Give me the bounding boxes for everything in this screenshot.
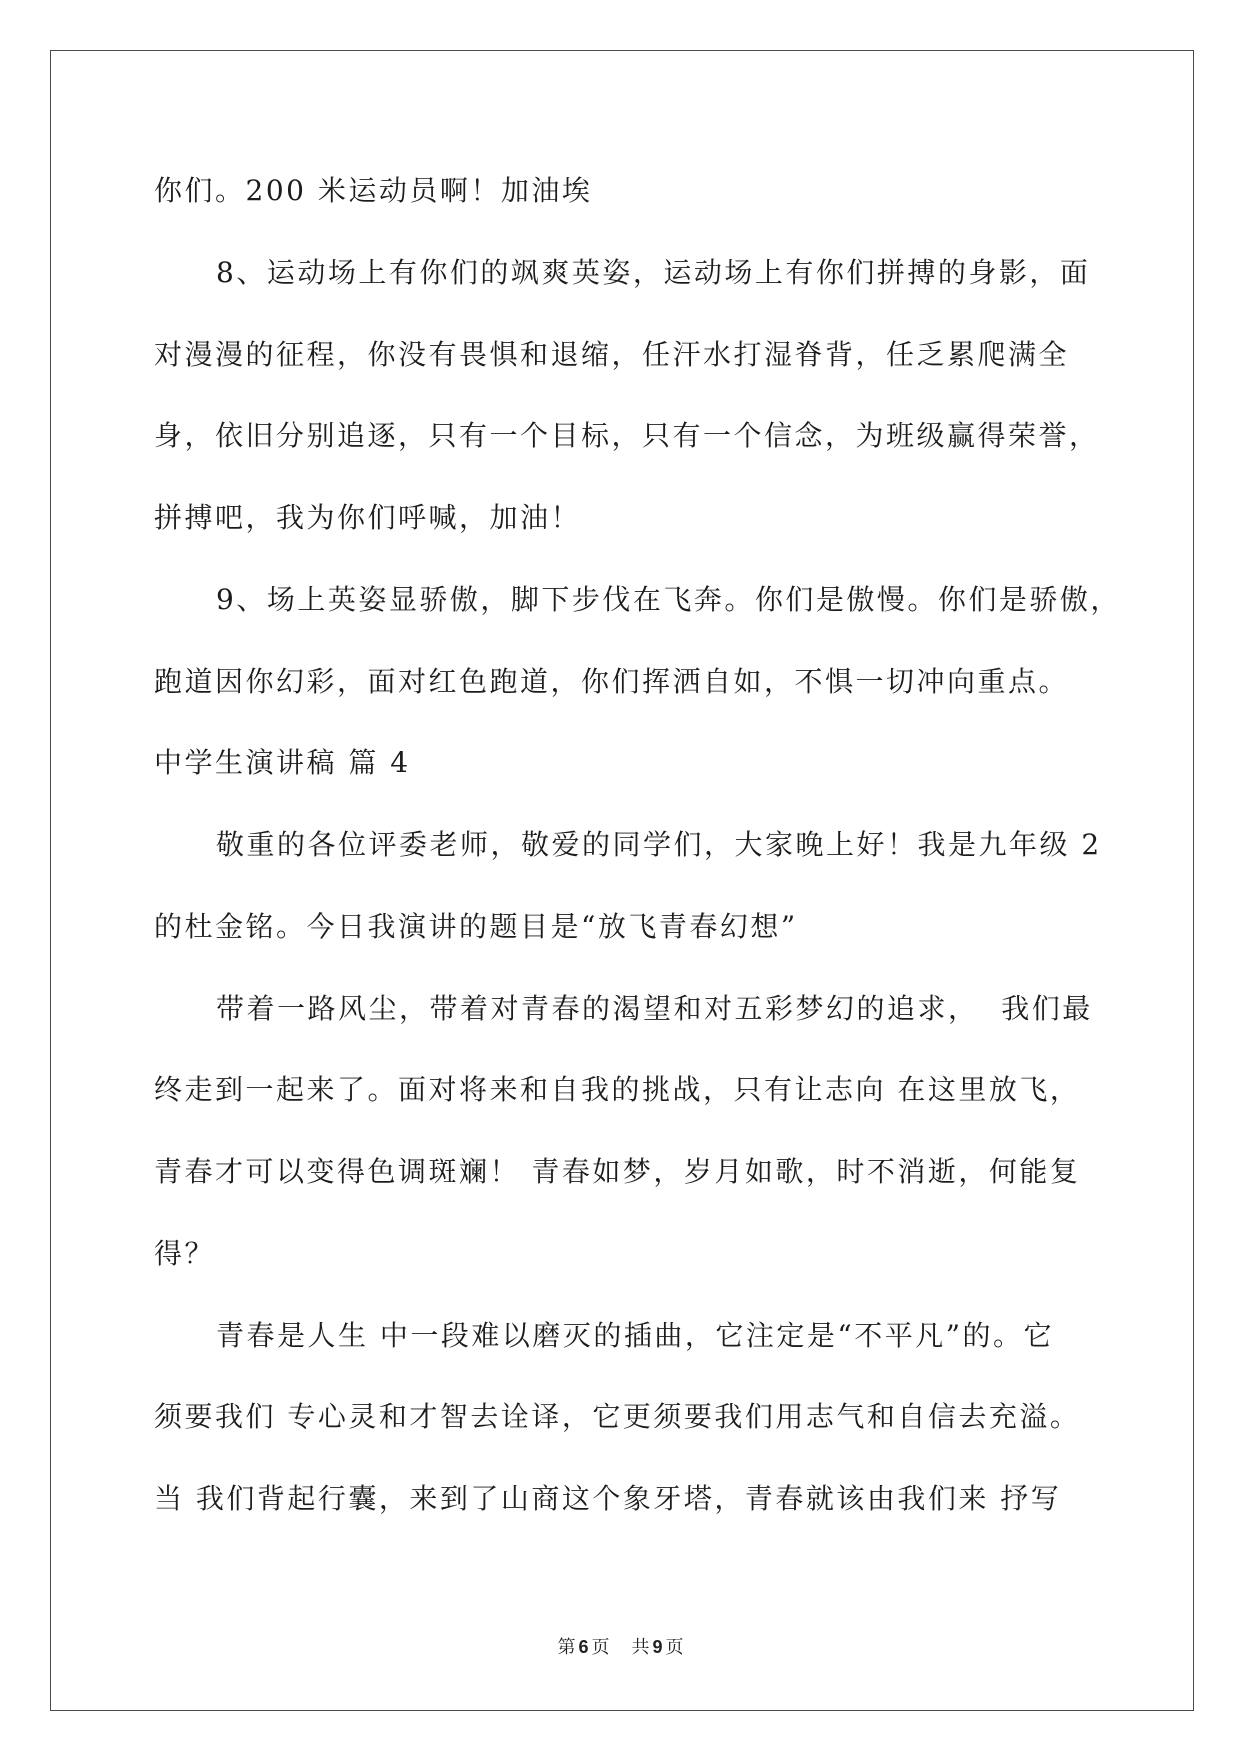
section-heading: 中学生演讲稿 篇 4	[154, 746, 411, 780]
paragraph-line: 你们。200 米运动员啊！加油埃	[154, 174, 593, 207]
current-page-number: 6	[578, 1637, 589, 1657]
total-suffix: 页	[665, 1637, 684, 1658]
paragraph-line: 得？	[154, 1236, 216, 1270]
paragraph-line: 9、场上英姿显骄傲，脚下步伐在飞奔。你们是傲慢。你们是骄傲，	[216, 582, 1121, 616]
paragraph-line: 8、运动场上有你们的飒爽英姿，运动场上有你们拼搏的身影，面	[216, 255, 1091, 289]
paragraph-line: 的杜金铭。今日我演讲的题目是“放飞青春幻想”	[154, 909, 798, 943]
paragraph-line: 终走到一起来了。面对将来和自我的挑战，只有让志向 在这里放飞，	[154, 1073, 1081, 1107]
page-suffix: 页	[591, 1637, 610, 1658]
paragraph-line: 跑道因你幻彩，面对红色跑道，你们挥洒自如，不惧一切冲向重点。	[154, 664, 1070, 698]
paragraph-line: 当 我们背起行囊，来到了山商这个象牙塔，青春就该由我们来 抒写	[154, 1482, 1062, 1515]
paragraph-line: 带着一路风尘，带着对青春的渴望和对五彩梦幻的追求， 我们最	[216, 991, 1093, 1025]
paragraph-line: 拼搏吧，我为你们呼喊，加油！	[154, 501, 582, 534]
paragraph-line: 敬重的各位评委老师，敬爱的同学们，大家晚上好！我是九年级 2	[216, 828, 1102, 861]
page-prefix: 第	[557, 1637, 576, 1658]
total-prefix: 共	[631, 1637, 650, 1658]
paragraph-line: 身，依旧分别追逐，只有一个目标，只有一个信念，为班级赢得荣誉，	[154, 419, 1100, 453]
paragraph-line: 青春是人生 中一段难以磨灭的插曲，它注定是“不平凡”的。它	[216, 1318, 1055, 1352]
paragraph-line: 对漫漫的征程，你没有畏惧和退缩，任汗水打湿脊背，任乏累爬满全	[154, 337, 1070, 371]
page-footer	[0, 1634, 1241, 1661]
total-pages-number: 9	[652, 1637, 663, 1657]
paragraph-line: 须要我们 专心灵和才智去诠译，它更须要我们用志气和自信去充溢。	[154, 1400, 1081, 1434]
document-body	[154, 150, 1134, 1540]
paragraph-line: 青春才可以变得色调斑斓！ 青春如梦，岁月如歌，时不消逝，何能复	[154, 1155, 1081, 1188]
